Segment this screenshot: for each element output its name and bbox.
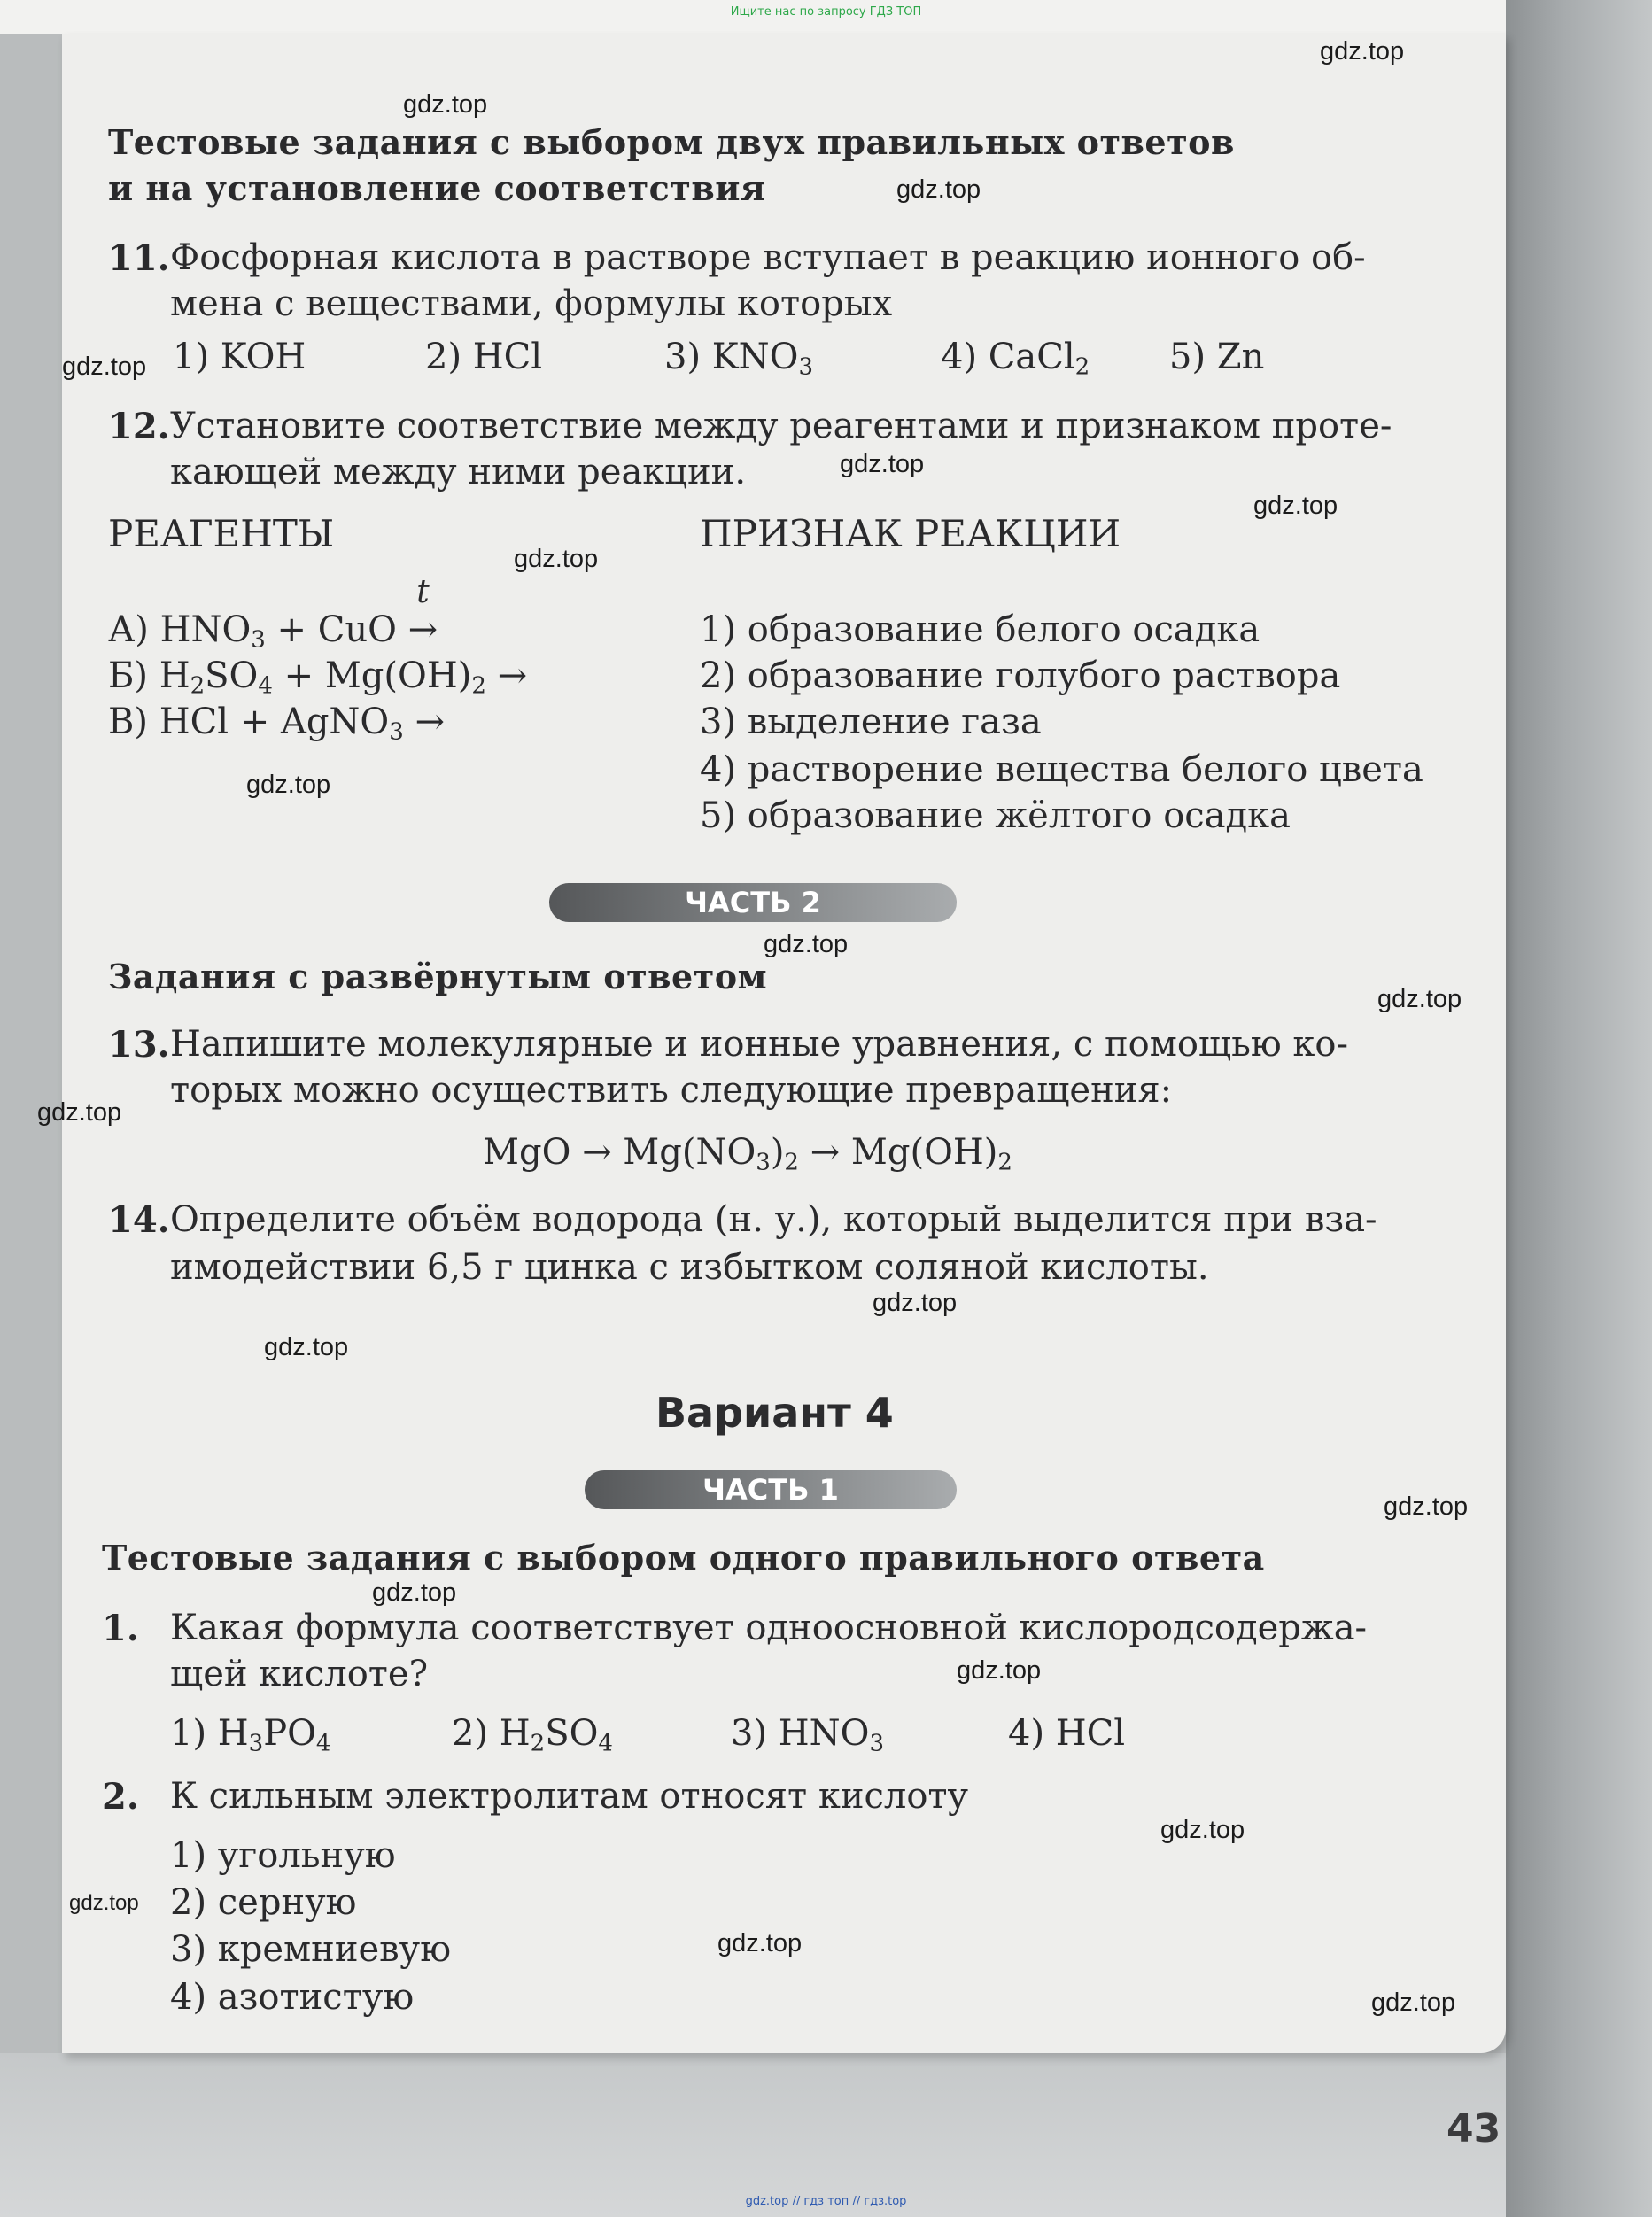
watermark: gdz.top [1320,37,1405,66]
question-14-text-line2: имодействии 6,5 г цинка с избытком соляной кислоты. [170,1247,1209,1288]
question-2-text: К сильным электролитам относят кислоту [170,1776,969,1817]
q2-option-1: 1) угольную [170,1835,396,1876]
variant-title: Вариант 4 [655,1389,894,1437]
watermark: gdz.top [62,353,147,381]
question-11-text: Фосфорная кислота в растворе вступает в реакцию ионного об- [170,237,1366,278]
watermark: gdz.top [1253,492,1338,520]
q11-option-2: 2) HCl [425,337,543,377]
reagents-column-header: РЕАГЕНТЫ [108,512,335,555]
question-13-number: 13. [108,1024,170,1066]
watermark: gdz.top [873,1289,958,1317]
reaction-sign-4: 4) растворение вещества белого цвета [700,749,1423,790]
question-1-number: 1. [102,1608,139,1649]
q1-option-3: 3) $HNO_3$ [731,1713,884,1757]
watermark: gdz.top [1371,1988,1456,2017]
watermark: gdz.top [246,771,331,799]
page-number: 43 [1446,2106,1501,2151]
watermark: gdz.top [840,450,925,478]
q1-option-1: 1) $H_3PO_4$ [170,1713,331,1757]
question-12-text: Установите соответствие между реагентами и признаком проте- [170,406,1392,446]
transformation-chain: MgO → $Mg(NO_3)_2 \to Mg(OH)_2$ [483,1132,1012,1176]
question-14-number: 14. [108,1199,170,1241]
question-12-text-line2: кающей между ними реакции. [170,452,747,492]
q1-option-4: 4) HCl [1008,1713,1126,1754]
q11-option-3: 3) $KNO_3$ [664,337,813,381]
q11-option-4: 4) CaCl$_2$ [941,337,1090,381]
q2-option-3: 3) кремниевую [170,1929,452,1970]
q11-option-1: 1) KOH [173,337,306,377]
watermark: gdz.top [717,1929,803,1957]
q2-option-2: 2) серную [170,1882,357,1923]
q11-option-5: 5) Zn [1169,337,1265,377]
watermark: gdz.top [896,175,981,204]
watermark: gdz.top [403,90,488,119]
reagent-C: В) HCl + AgNO$_3$ → [108,702,446,746]
section-heading-extended-answer: Задания с развёрнутым ответом [108,957,768,996]
bottom-note: gdz.top // гдз топ // гдз.top [745,2195,907,2208]
watermark: gdz.top [264,1333,349,1361]
question-11-number: 11. [108,237,170,279]
reaction-sign-1: 1) образование белого осадка [700,609,1260,650]
watermark: gdz.top [69,1891,139,1915]
part-1-banner: ЧАСТЬ 1 [585,1470,957,1509]
question-11-text-line2: мена с веществами, формулы которых [170,283,893,324]
question-12-number: 12. [108,406,170,447]
watermark: gdz.top [957,1656,1042,1685]
page-edge-shadow [1506,0,1652,2217]
watermark: gdz.top [1377,985,1462,1013]
watermark: gdz.top [764,930,849,958]
watermark: gdz.top [1384,1492,1469,1521]
section-heading-two-answers-line2: и на установление соответствия [108,168,766,208]
reagent-B: Б) $H_2SO_4 + Mg(OH)_2$ → [108,655,528,700]
reaction-sign-2: 2) образование голубого раствора [700,655,1341,696]
question-14-text: Определите объём водорода (н. у.), который выделится при вза- [170,1199,1377,1240]
reaction-sign-column-header: ПРИЗНАК РЕАКЦИИ [700,512,1121,555]
part-2-banner: ЧАСТЬ 2 [549,883,957,922]
top-note: Ищите нас по запросу ГДЗ ТОП [730,5,922,19]
section-heading-two-answers: Тестовые задания с выбором двух правильных ответов [108,122,1235,162]
question-1-text-line2: щей кислоте? [170,1654,429,1694]
watermark: gdz.top [514,545,599,573]
section-heading-one-answer: Тестовые задания с выбором одного правильного ответа [102,1538,1265,1577]
watermark: gdz.top [1160,1816,1245,1844]
q1-option-2: 2) $H_2SO_4$ [452,1713,613,1757]
question-2-number: 2. [102,1776,139,1818]
reaction-sign-3: 3) выделение газа [700,702,1042,742]
watermark: gdz.top [372,1578,457,1607]
question-1-text: Какая формула соответствует одноосновной кислородсодержа- [170,1608,1368,1648]
q2-option-4: 4) азотистую [170,1977,415,2018]
question-13-text: Напишите молекулярные и ионные уравнения, с помощью ко- [170,1024,1348,1065]
reagent-A: А) $HNO_3$ + CuO t → [108,574,438,654]
bottom-band [0,2053,1506,2217]
watermark: gdz.top [37,1098,122,1127]
reaction-sign-5: 5) образование жёлтого осадка [700,795,1291,836]
question-13-text-line2: торых можно осуществить следующие превращения: [170,1070,1173,1111]
